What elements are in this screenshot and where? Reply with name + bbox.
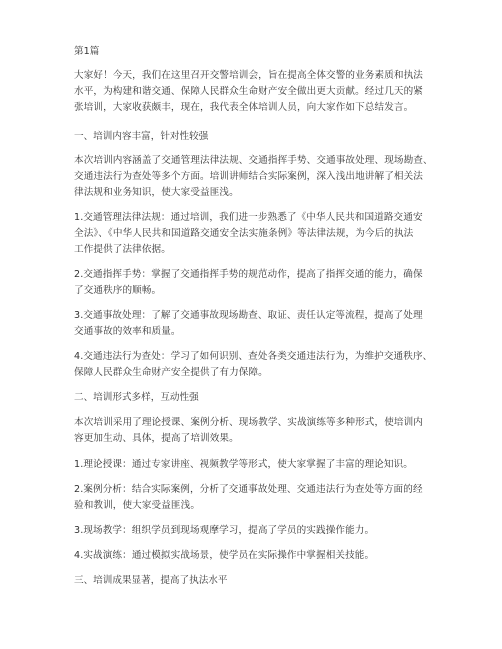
section2-item-2: 2.案例分析：结合实际案例，分析了交通事故处理、交通违法行为查处等方面的经 验和教训，使大家受益匪浅。	[74, 484, 423, 512]
section1-item-3: 3.交通事故处理：了解了交通事故现场勘查、取证、责任认定等流程，提高了处理 交通事故的效率和质量。	[74, 310, 423, 338]
section1-item-1: 1.交通管理法律法规：通过培训，我们进一步熟悉了《中华人民共和国道路交通安 全法》、《中华人民共和国道路交通安全法实施条例》等法律法规，为今后的执法 工作提供了法律依据。	[74, 212, 423, 256]
section1-intro: 本次培训内容涵盖了交通管理法律法规、交通指挥手势、交通事故处理、现场勘查、 交通违法行为查处等多个方面。培训讲师结合实际案例，深入浅出地讲解了相关法 律法规和业务知识，使大家受益匪浅。	[74, 155, 433, 199]
section3-heading: 三、培训成果显著，提高了执法水平	[74, 575, 228, 586]
section1-item-2: 2.交通指挥手势：掌握了交通指挥手势的规范动作，提高了指挥交通的能力，确保 了交通秩序的顺畅。	[74, 269, 423, 297]
part-title: 第1篇	[74, 46, 100, 57]
intro-paragraph: 大家好！今天，我们在这里召开交警培训会，旨在提高全体交警的业务素质和执法 水平，为构建和谐交通、保障人民群众生命财产安全做出更大贡献。经过几天的紧 张培训，大家收获颇丰，现在，我代表全体培训人员，向大家作如下总结发言。	[74, 70, 423, 114]
section2-item-3: 3.现场教学：组织学员到现场观摩学习，提高了学员的实践操作能力。	[74, 525, 375, 536]
section1-item-4: 4.交通违法行为查处：学习了如何识别、查处各类交通违法行为，为维护交通秩序、 保障人民群众生命财产安全提供了有力保障。	[74, 351, 433, 379]
section2-item-1: 1.理论授课：通过专家讲座、视频教学等形式，使大家掌握了丰富的理论知识。	[74, 459, 413, 470]
section1-heading: 一、培训内容丰富，针对性较强	[74, 131, 209, 142]
section2-item-4: 4.实战演练：通过模拟实战场景，使学员在实际操作中掌握相关技能。	[74, 550, 375, 561]
section2-intro: 本次培训采用了理论授课、案例分析、现场教学、实战演练等多种形式，使培训内 容更加生动、具体，提高了培训效果。	[74, 417, 423, 445]
section2-heading: 二、培训形式多样，互动性强	[74, 392, 199, 403]
